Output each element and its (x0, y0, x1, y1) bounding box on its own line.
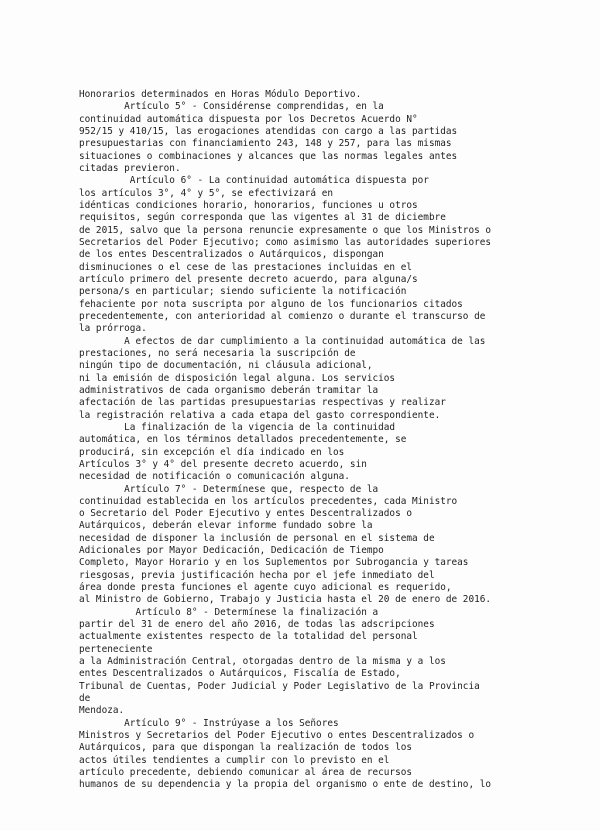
text-line: al Ministro de Gobierno, Trabajo y Justicia hasta el 20 de enero de 2016. (79, 594, 492, 606)
text-line: Completo, Mayor Horario y en los Suplementos por Subrogancia y tareas (79, 557, 469, 569)
text-line: la prórroga. (79, 323, 147, 335)
text-line: precedentemente, con anterioridad al comienzo o durante el transcurso de (79, 310, 486, 322)
text-line: administrativos de cada organismo deberán tramitar la (79, 384, 379, 396)
text-line: ni la emisión de disposición legal alguna. Los servicios (79, 372, 396, 384)
text-line: Autárquicos, para que dispongan la realización de todos los (79, 742, 413, 754)
text-line: idénticas condiciones horario, honorarios, funciones u otros (79, 199, 418, 211)
text-line: presupuestarias con financiamiento 243, 148 y 257, para las mismas (79, 138, 452, 150)
text-line: Adicionales por Mayor Dedicación, Dedicación de Tiempo (79, 545, 384, 557)
text-line: Artículo 8° - Determínese la finalización a (79, 606, 379, 618)
text-line: Artículo 7° - Determínese que, respecto de la (79, 483, 379, 495)
text-line: situaciones o combinaciones y alcances que las normas legales antes (79, 150, 458, 162)
text-line: continuidad automática dispuesta por los Decretos Acuerdo N° (79, 113, 418, 125)
text-line: perteneciente (79, 643, 153, 655)
document-body (79, 89, 539, 792)
text-line: artículo primero del presente decreto acuerdo, para alguna/s (79, 273, 418, 285)
text-line: la registración relativa a cada etapa del gasto correspondiente. (79, 409, 441, 421)
text-line: A efectos de dar cumplimiento a la continuidad automática de las (79, 335, 486, 347)
text-line: actualmente existentes respecto de la totalidad del personal (79, 631, 418, 643)
text-line: Artículo 6° - La continuidad automática dispuesta por (79, 175, 429, 187)
text-line: continuidad establecida en los artículos precedentes, cada Ministro (79, 495, 458, 507)
text-line: partir del 31 de enero del año 2016, de todas las adscripciones (79, 619, 435, 631)
text-line: artículo precedente, debiendo comunicar al área de recursos (79, 767, 413, 779)
text-line: disminuciones o el cese de las prestaciones incluidas en el (79, 261, 413, 273)
text-line: necesidad de disponer la inclusión de personal en el sistema de (79, 532, 435, 544)
text-line: Tribunal de Cuentas, Poder Judicial y Poder Legislativo de la Provincia (79, 680, 480, 692)
text-line: Artículos 3° y 4° del presente decreto acuerdo, sin (79, 458, 367, 470)
text-line: Artículo 9° - Instrúyase a los Señores (79, 717, 339, 729)
text-line: área donde presta funciones el agente cuyo adicional es requerido, (79, 582, 452, 594)
text-line: fehaciente por nota suscripta por alguno de los funcionarios citados (79, 298, 463, 310)
text-line: requisitos, según corresponda que las vigentes al 31 de diciembre (79, 212, 446, 224)
text-line: o Secretario del Poder Ejecutivo y entes Descentralizados o (79, 508, 413, 520)
text-line: producirá, sin excepción el día indicado en los (79, 446, 345, 458)
text-line: los artículos 3°, 4° y 5°, se efectivizará en (79, 187, 333, 199)
text-line: Secretarios del Poder Ejecutivo; como asimismo las autoridades superiores (79, 236, 492, 248)
text-line: Mendoza. (79, 705, 125, 717)
text-line: automática, en los términos detallados precedentemente, se (79, 434, 407, 446)
text-line: Autárquicos, deberán elevar informe fundado sobre la (79, 520, 373, 532)
text-line: de (79, 693, 91, 705)
text-line: necesidad de notificación o comunicación alguna. (79, 471, 350, 483)
text-line: afectación de las partidas presupuestarias respectivas y realizar (79, 397, 446, 409)
text-line: prestaciones, no será necesaria la suscripción de (79, 347, 356, 359)
text-line: humanos de su dependencia y la propia del organismo o ente de destino, lo (79, 779, 492, 791)
text-line: de 2015, salvo que la persona renuncie expresamente o que los Ministros o (79, 224, 492, 236)
text-line: actos útiles tendientes a cumplir con lo previsto en el (79, 754, 390, 766)
text-line: a la Administración Central, otorgadas dentro de la misma y a los (79, 656, 446, 668)
text-line: persona/s en particular; siendo suficiente la notificación (79, 286, 407, 298)
text-line: Honorarios determinados en Horas Módulo Deportivo. (79, 89, 362, 100)
text-line: 952/15 y 410/15, las erogaciones atendidas con cargo a las partidas (79, 125, 458, 137)
text-line: Artículo 5° - Considérense comprendidas, en la (79, 101, 384, 113)
text-line: riesgosas, previa justificación hecha por el jefe inmediato del (79, 569, 435, 581)
text-line: entes Descentralizados o Autárquicos, Fiscalía de Estado, (79, 668, 401, 680)
text-line: citadas previeron. (79, 162, 181, 174)
text-line: ningún tipo de documentación, ni cláusula adicional, (79, 360, 373, 372)
text-line: Ministros y Secretarios del Poder Ejecutivo o entes Descentralizados o (79, 730, 475, 742)
text-line: de los entes Descentralizados o Autárquicos, dispongan (79, 249, 384, 261)
text-line: La finalización de la vigencia de la continuidad (79, 421, 396, 433)
